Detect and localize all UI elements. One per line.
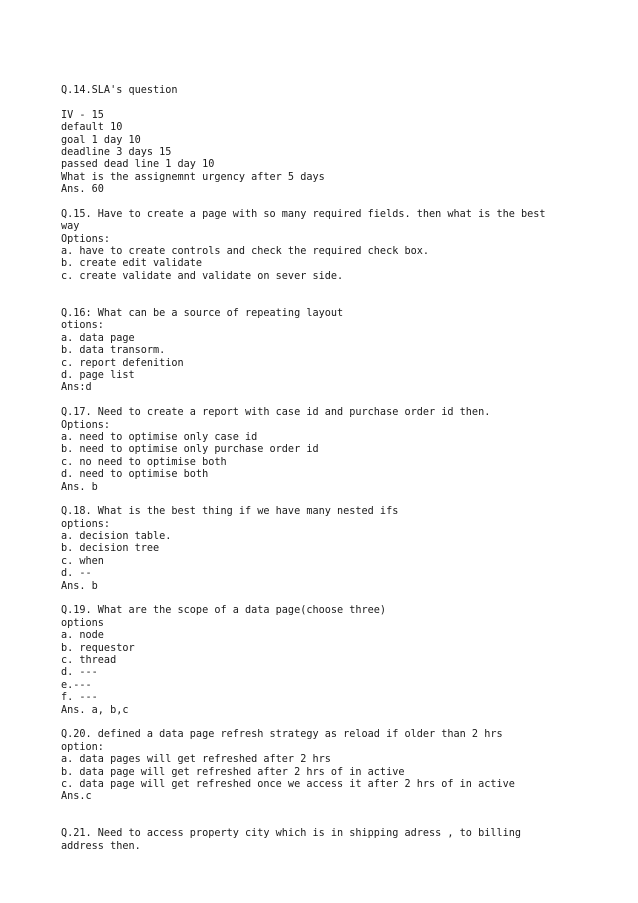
text-line: a. have to create controls and check the required check box. [61,246,430,258]
text-line: options: [61,518,111,530]
text-line: d. --- [61,667,98,679]
text-line: d. need to optimise both [61,469,209,481]
text-line: f. --- [61,692,98,704]
text-line: Ans. b [61,580,98,592]
text-line: goal 1 day 10 [61,134,141,146]
text-line: e.--- [61,679,92,691]
question-block [61,605,601,717]
text-line: b. data transorm. [61,345,166,357]
text-line: default 10 [61,122,123,134]
text-line: option: [61,741,104,753]
text-line: c. thread [61,654,117,666]
text-line: options [61,617,104,629]
text-line: Options: [61,419,111,431]
text-line: Ans. a, b,c [61,704,129,716]
paragraph-spacer [61,494,601,506]
question-block [61,828,601,853]
text-line: b. need to optimise only purchase order id [61,444,319,456]
text-line: Q.20. defined a data page refresh strategy as reload if older than 2 hrs [61,729,503,741]
document-page [61,85,601,853]
text-line: c. when [61,555,104,567]
text-line: Options: [61,233,111,245]
text-line: Ans.c [61,791,92,803]
text-line: c. report defenition [61,357,184,369]
text-line: Q.21. Need to access property city which is in shipping adress , to billing [61,828,522,840]
question-block [61,308,601,395]
text-line: way [61,221,80,233]
paragraph-spacer [61,717,601,729]
text-line: d. page list [61,370,135,381]
text-line: Ans. 60 [61,184,104,196]
text-line: Q.18. What is the best thing if we have many nested ifs [61,506,399,518]
text-line: d. -- [61,568,92,580]
question-block [61,209,601,283]
text-line: a. data page [61,332,135,344]
text-line: b. data page will get refreshed after 2 hrs of in active [61,766,405,778]
question-block [61,506,601,593]
text-line: c. create validate and validate on sever side. [61,270,344,282]
text-line: c. data page will get refreshed once we access it after 2 hrs of in active [61,778,515,790]
text-line: a. need to optimise only case id [61,431,258,443]
text-line: b. decision tree [61,543,160,555]
text-line: a. data pages will get refreshed after 2 hrs [61,754,331,766]
text-line: a. decision table. [61,531,172,543]
text-line: b. create edit validate [61,258,203,270]
paragraph-spacer [61,97,601,109]
question-block [61,729,601,803]
text-line: a. node [61,630,104,642]
text-line: Ans. b [61,481,98,493]
text-line: Ans:d [61,382,92,394]
text-line: What is the assignemnt urgency after 5 days [61,171,325,183]
paragraph-spacer [61,197,601,209]
paragraph-spacer [61,804,601,829]
paragraph-spacer [61,395,601,407]
text-line: Q.14.SLA's question [61,85,178,96]
text-line: b. requestor [61,642,135,654]
question-block [61,407,601,494]
text-line: otions: [61,320,104,332]
text-line: deadline 3 days 15 [61,146,172,158]
text-line: Q.15. Have to create a page with so many required fields. then what is the best [61,208,546,220]
text-line: c. no need to optimise both [61,456,227,468]
paragraph-spacer [61,593,601,605]
text-line: Q.16: What can be a source of repeating layout [61,308,344,320]
text-line: Q.17. Need to create a report with case id and purchase order id then. [61,407,491,419]
question-block [61,85,601,97]
text-line: passed dead line 1 day 10 [61,159,215,171]
text-line: IV - 15 [61,109,104,121]
text-line: address then. [61,840,141,852]
question-block [61,110,601,197]
paragraph-spacer [61,283,601,308]
text-line: Q.19. What are the scope of a data page(choose three) [61,605,387,617]
